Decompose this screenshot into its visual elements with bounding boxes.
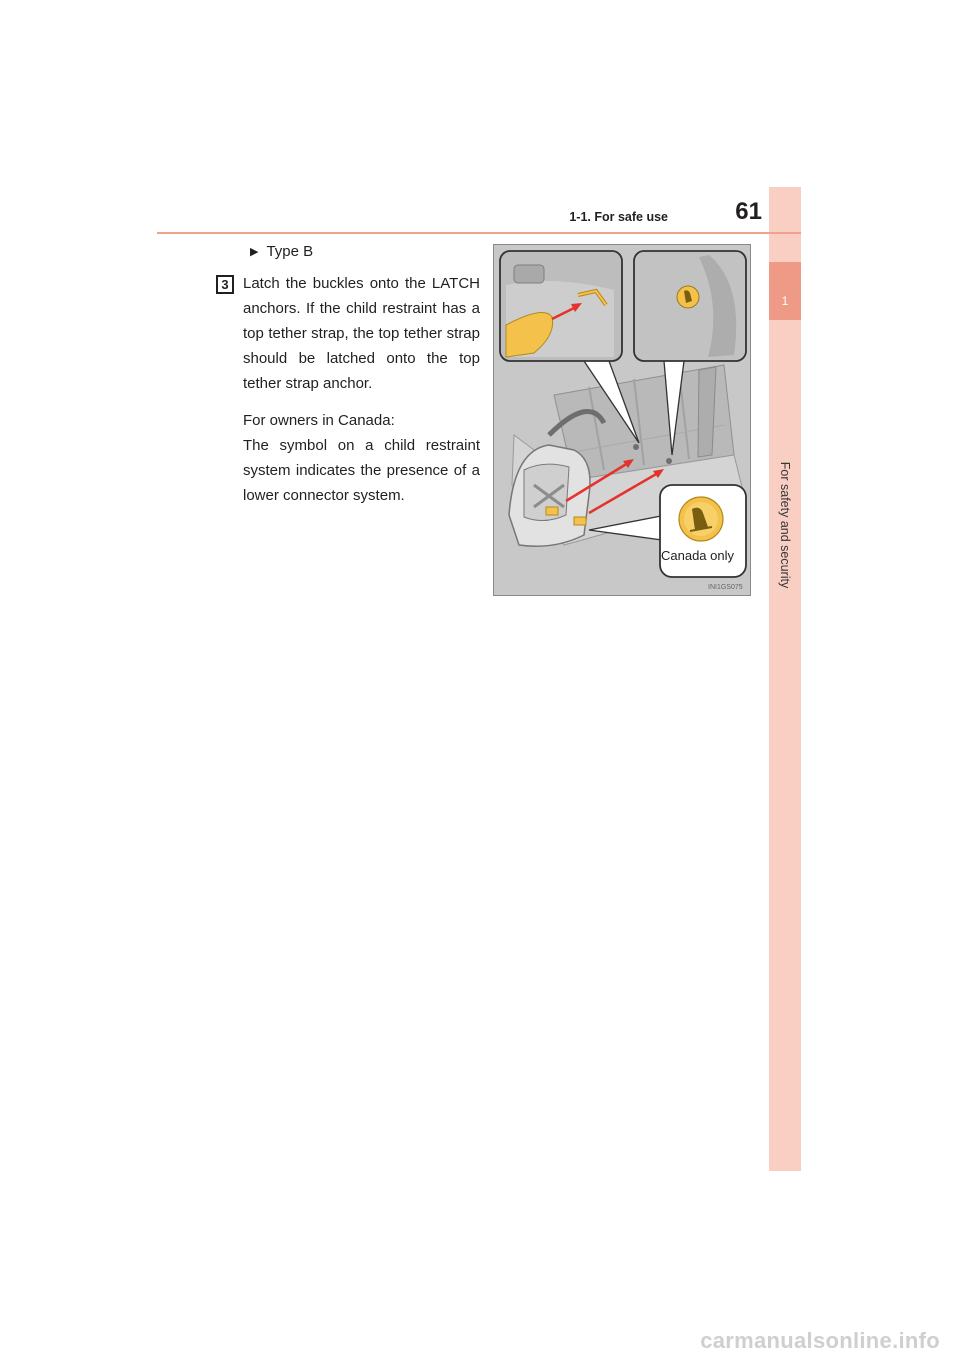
- step-paragraph: Latch the buckles onto the LATCH anchors. If the child restraint has a top tether strap, the top tether strap should be latched onto the top tether strap anchor.: [243, 275, 480, 392]
- watermark: carmanualsonline.info: [700, 1328, 940, 1353]
- child-seat-illustration: [493, 244, 751, 596]
- note-intro: For owners in Canada:: [243, 412, 395, 429]
- step-number-badge: 3: [216, 275, 234, 294]
- header-rule: [157, 232, 801, 234]
- triangle-bullet-icon: ▶: [250, 246, 259, 258]
- chapter-title-tab: [769, 380, 801, 700]
- note-body: The symbol on a child restraint system indicates the presence of a lower connector system.: [243, 437, 480, 504]
- type-heading: [250, 243, 313, 260]
- figure-code: INI1GS075: [708, 584, 743, 591]
- chapter-number: 1: [781, 294, 789, 308]
- chapter-title: For safety and security: [778, 461, 792, 589]
- step-text: [243, 271, 480, 508]
- page-number: 61: [735, 198, 762, 225]
- type-label: Type B: [266, 243, 314, 260]
- figure-caption: Canada only: [661, 548, 734, 563]
- section-title: 1-1. For safe use: [569, 210, 668, 224]
- chapter-number-tab[interactable]: [769, 262, 801, 320]
